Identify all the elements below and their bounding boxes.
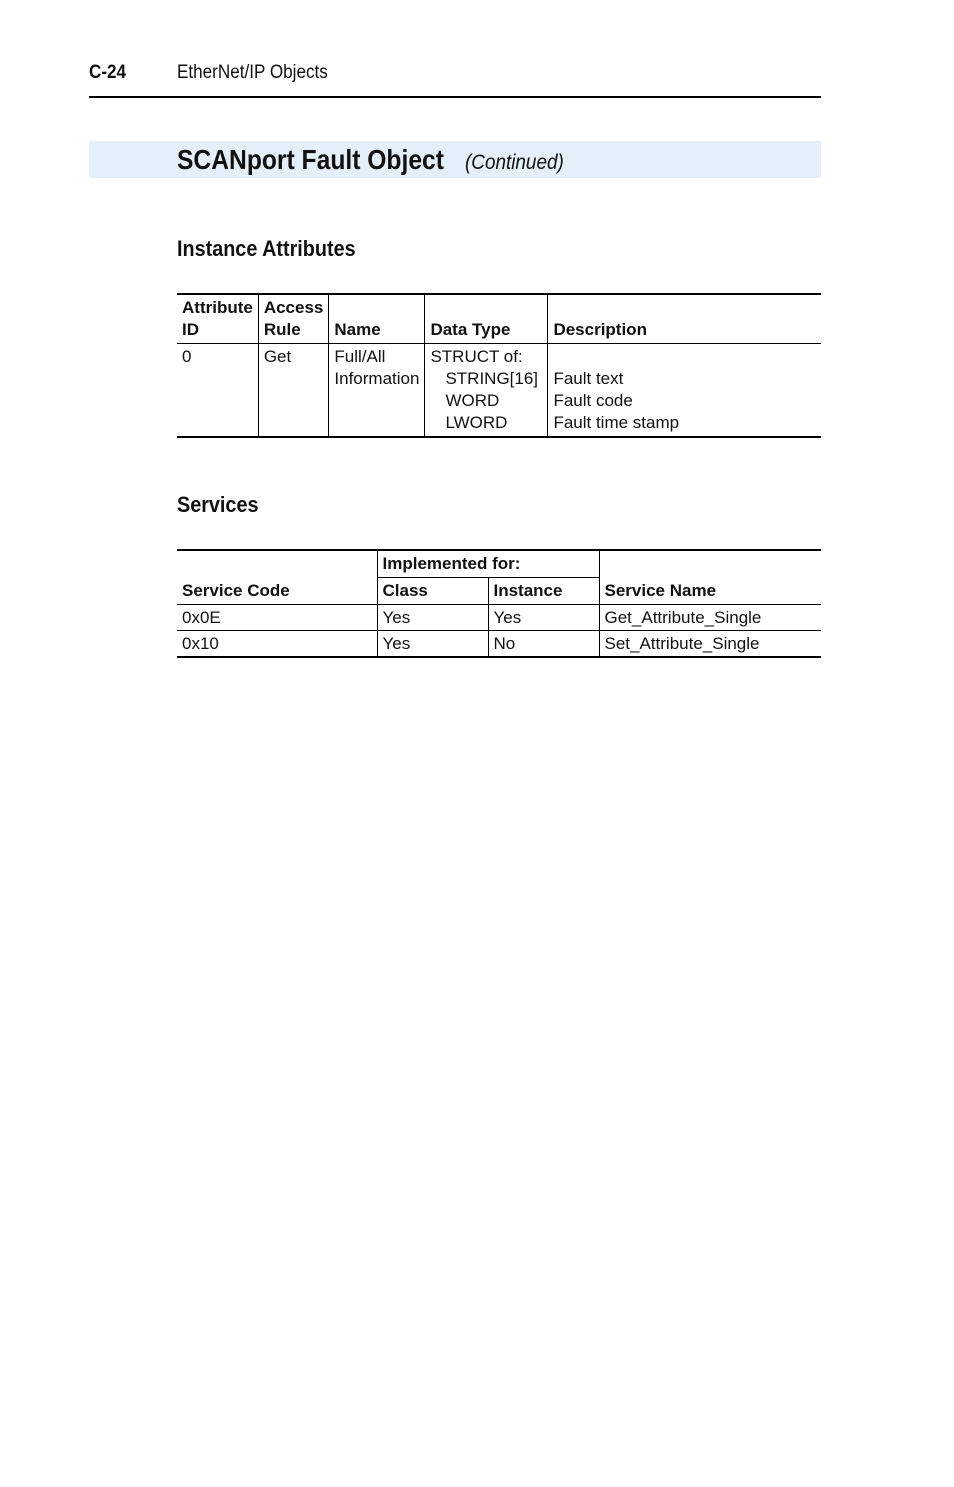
col-access-rule: Access Rule <box>258 294 329 343</box>
cell-name: Full/All Information <box>329 343 425 437</box>
col-description: Description <box>548 294 821 343</box>
cell-instance: Yes <box>488 605 599 631</box>
table-row <box>177 631 821 658</box>
col-instance: Instance <box>488 578 599 605</box>
cell-service-name: Set_Attribute_Single <box>599 631 821 658</box>
title-main: SCANport Fault Object <box>177 144 444 175</box>
cell-class: Yes <box>377 605 488 631</box>
col-class: Class <box>377 578 488 605</box>
table-row <box>177 343 821 437</box>
table-header-row <box>177 550 821 578</box>
section-title: EtherNet/IP Objects <box>177 62 328 83</box>
cell-data-type: STRUCT of: STRING[16] WORD LWORD <box>425 343 548 437</box>
cell-access-rule: Get <box>258 343 329 437</box>
cell-class: Yes <box>377 631 488 658</box>
cell-service-code: 0x0E <box>177 605 377 631</box>
cell-description: Fault text Fault code Fault time stamp <box>553 368 680 432</box>
instance-attributes-heading: Instance Attributes <box>177 236 356 261</box>
page-title <box>177 141 575 183</box>
col-service-code: Service Code <box>177 550 377 605</box>
services-table <box>177 549 821 658</box>
page-header <box>89 62 821 98</box>
table-row <box>177 605 821 631</box>
col-attribute-id: Attribute ID <box>177 294 258 343</box>
cell-attribute-id: 0 <box>177 343 258 437</box>
instance-attributes-table <box>177 293 821 438</box>
title-continued: (Continued) <box>464 151 564 174</box>
col-service-name: Service Name <box>599 550 821 605</box>
page-number: C-24 <box>89 62 127 83</box>
services-heading: Services <box>177 492 259 517</box>
col-name: Name <box>329 294 425 343</box>
col-implemented-for: Implemented for: <box>377 550 599 578</box>
cell-service-name: Get_Attribute_Single <box>599 605 821 631</box>
col-data-type: Data Type <box>425 294 548 343</box>
title-band <box>89 141 821 178</box>
cell-service-code: 0x10 <box>177 631 377 658</box>
table-header-row <box>177 294 821 343</box>
cell-instance: No <box>488 631 599 658</box>
